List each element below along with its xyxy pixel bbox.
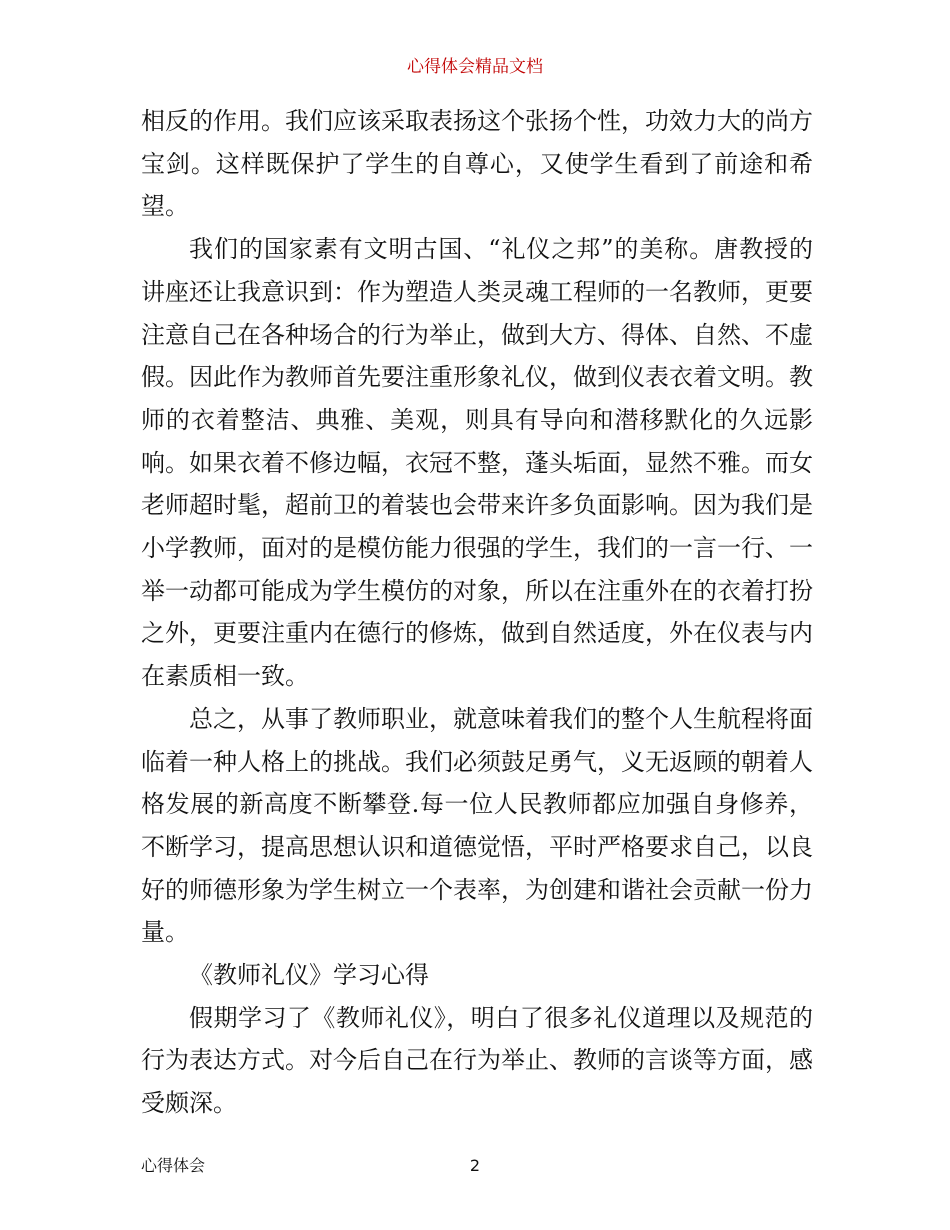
page-header-title: 心得体会精品文档: [407, 57, 543, 77]
section-heading: 《教师礼仪》学习心得: [189, 961, 429, 990]
paragraph-continuation: 相反的作用。我们应该采取表扬这个张扬个性，功效力大的尚方宝剑。这样既保护了学生的自尊心，又使学生看到了前途和希望。: [141, 107, 813, 221]
paragraph-holiday-study: 假期学习了《教师礼仪》，明白了很多礼仪道理以及规范的行为表达方式。对今后自己在行为举止、教师的言谈等方面，感受颇深。: [141, 1003, 813, 1118]
paragraph-conclusion: 总之，从事了教师职业，就意味着我们的整个人生航程将面临着一种人格上的挑战。我们必须鼓足勇气，义无返顾的朝着人格发展的新高度不断攀登.每一位人民教师都应加强自身修养，不断学习，提高思想认识和道德觉悟，平时严格要求自己，以良好的师德形象为学生树立一个表率，为创建和谐社会贡献一份力量。: [141, 704, 813, 947]
document-body: [141, 100, 813, 1125]
page-number: 2: [469, 1156, 481, 1175]
footer-label: 心得体会: [141, 1156, 206, 1175]
paragraph-etiquette: 我们的国家素有文明古国、“礼仪之邦”的美称。唐教授的讲座还让我意识到：作为塑造人类灵魂工程师的一名教师，更要注意自己在各种场合的行为举止，做到大方、得体、自然、不虚假。因此作为教师首先要注重形象礼仪，做到仪表衣着文明。教师的衣着整洁、典雅、美观，则具有导向和潜移默化的久远影响。如果衣着不修边幅，衣冠不整，蓬头垢面，显然不雅。而女老师超时髦，超前卫的着装也会带来许多负面影响。因为我们是小学教师，面对的是模仿能力很强的学生，我们的一言一行、一举一动都可能成为学生模仿的对象，所以在注重外在的衣着打扮之外，更要注重内在德行的修炼，做到自然适度，外在仪表与内在素质相一致。: [141, 235, 813, 691]
